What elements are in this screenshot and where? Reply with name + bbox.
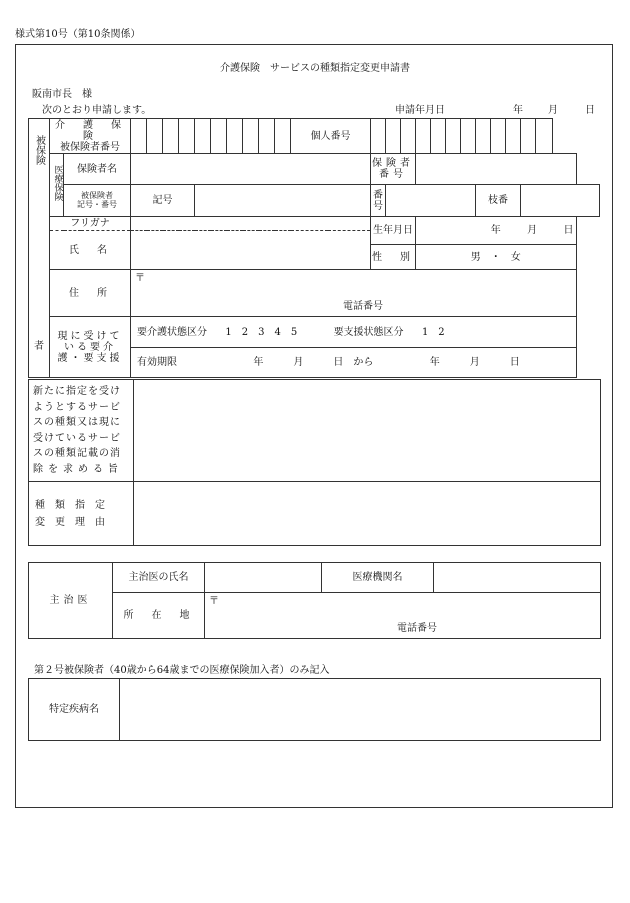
personal-number-box[interactable]: [446, 119, 461, 154]
insurer-name-label: 保険者名: [64, 154, 131, 185]
medical-institution-label: 医療機関名: [322, 563, 434, 593]
personal-number-box[interactable]: [521, 119, 536, 154]
application-day: 日: [585, 105, 595, 116]
specified-disease-field[interactable]: [120, 679, 601, 741]
application-year: 年: [513, 105, 523, 116]
personal-number-label: 個人番号: [291, 119, 371, 154]
phone-label: 電話番号: [343, 301, 383, 312]
insured-number-box[interactable]: [227, 119, 243, 154]
personal-number-box[interactable]: [371, 119, 386, 154]
doctor-table: [28, 562, 601, 639]
personal-number-box[interactable]: [416, 119, 431, 154]
doctor-phone-label: 電話番号: [397, 623, 437, 634]
postal-mark: 〒: [135, 273, 145, 284]
name-field[interactable]: [131, 231, 371, 270]
reason-field[interactable]: [134, 482, 601, 546]
care-levels[interactable]: 1 2 3 4 5: [225, 326, 298, 338]
medical-insurance-label: 医療保険: [50, 154, 64, 217]
furigana-label: フリガナ: [50, 217, 131, 231]
insurer-number-field[interactable]: [416, 154, 577, 185]
insured-section-label-bottom: 者: [29, 317, 50, 378]
location-field[interactable]: [205, 593, 601, 639]
doctor-postal-mark: 〒: [209, 596, 219, 607]
sex-label: 性 別: [371, 245, 416, 270]
service-change-table: [28, 379, 601, 546]
insured-symbol-label: 被保険者 記号・番号: [64, 185, 131, 217]
intro-text: 次のとおり申請します。: [42, 105, 152, 116]
insurer-name-field[interactable]: [131, 154, 371, 185]
doctor-section-label: 主治医: [29, 563, 113, 639]
support-levels[interactable]: 1 2: [421, 326, 445, 338]
insured-number-box[interactable]: [179, 119, 195, 154]
number-label: 番号: [371, 185, 386, 217]
birthdate-label: 生年月日: [371, 217, 416, 245]
service-change-label: 新たに指定を受け ようとするサービ スの種類又は現に 受けているサービ スの種類記載の消 除を求める旨: [29, 380, 134, 482]
insured-number-label: 介 護 保 険 被保険者番号: [50, 119, 131, 154]
personal-number-box[interactable]: [431, 119, 446, 154]
symbol-field[interactable]: [195, 185, 371, 217]
validity-row[interactable]: [131, 348, 577, 378]
specified-disease-label: 特定疾病名: [29, 679, 120, 741]
support-level-label: 要支援状態区分: [333, 326, 404, 338]
addressee: 阪南市長 様: [32, 89, 92, 100]
insured-number-box[interactable]: [243, 119, 259, 154]
insured-number-box[interactable]: [275, 119, 291, 154]
furigana-field[interactable]: [131, 217, 371, 231]
personal-number-box[interactable]: [536, 119, 553, 154]
personal-number-box[interactable]: [401, 119, 416, 154]
doctor-name-label: 主治医の氏名: [113, 563, 205, 593]
validity-from: 年 月 日 から: [253, 357, 374, 368]
insured-number-box[interactable]: [147, 119, 163, 154]
application-month: 月: [548, 105, 558, 116]
validity-label: 有効期限: [137, 357, 177, 368]
personal-number-box[interactable]: [386, 119, 401, 154]
insured-number-box[interactable]: [211, 119, 227, 154]
insured-number-box[interactable]: [195, 119, 211, 154]
insured-section-label: 被保険: [29, 119, 50, 185]
personal-number-box[interactable]: [461, 119, 476, 154]
insured-number-box[interactable]: [163, 119, 179, 154]
application-date-label: 申請年月日: [395, 105, 445, 116]
insurer-number-label: 保険者番号: [371, 154, 416, 185]
form-title: 介護保険 サービスの種類指定変更申請書: [220, 63, 410, 74]
name-label: 氏 名: [50, 231, 131, 270]
care-status-label: 現に受けて いる要介 護・要支援: [50, 317, 131, 378]
service-change-field[interactable]: [134, 380, 601, 482]
address-label: 住 所: [50, 270, 131, 317]
address-field[interactable]: [131, 270, 577, 317]
location-label: 所 在 地: [113, 593, 205, 639]
care-level-row[interactable]: [131, 317, 577, 348]
disease-table: [28, 678, 601, 741]
form-number: 様式第10号（第10条関係）: [15, 29, 141, 40]
personal-number-box[interactable]: [506, 119, 521, 154]
reason-label: 種 類 指 定 変 更 理 由: [29, 482, 134, 546]
insured-number-box[interactable]: [259, 119, 275, 154]
personal-number-box[interactable]: [476, 119, 491, 154]
number-field[interactable]: [386, 185, 476, 217]
symbol-label: 記号: [131, 185, 195, 217]
care-level-label: 要介護状態区分: [137, 326, 207, 338]
branch-field[interactable]: [521, 185, 600, 217]
branch-label: 枝番: [476, 185, 521, 217]
validity-to: 年 月 日: [429, 357, 520, 368]
category2-note: 第２号被保険者（40歳から64歳までの医療保険加入者）のみ記入: [34, 665, 330, 676]
medical-institution-field[interactable]: [434, 563, 601, 593]
applicant-table: [28, 118, 600, 378]
birthdate-field[interactable]: 年 月 日: [416, 217, 577, 245]
doctor-name-field[interactable]: [205, 563, 322, 593]
personal-number-box[interactable]: [491, 119, 506, 154]
sex-options[interactable]: 男 ・ 女: [416, 245, 577, 270]
